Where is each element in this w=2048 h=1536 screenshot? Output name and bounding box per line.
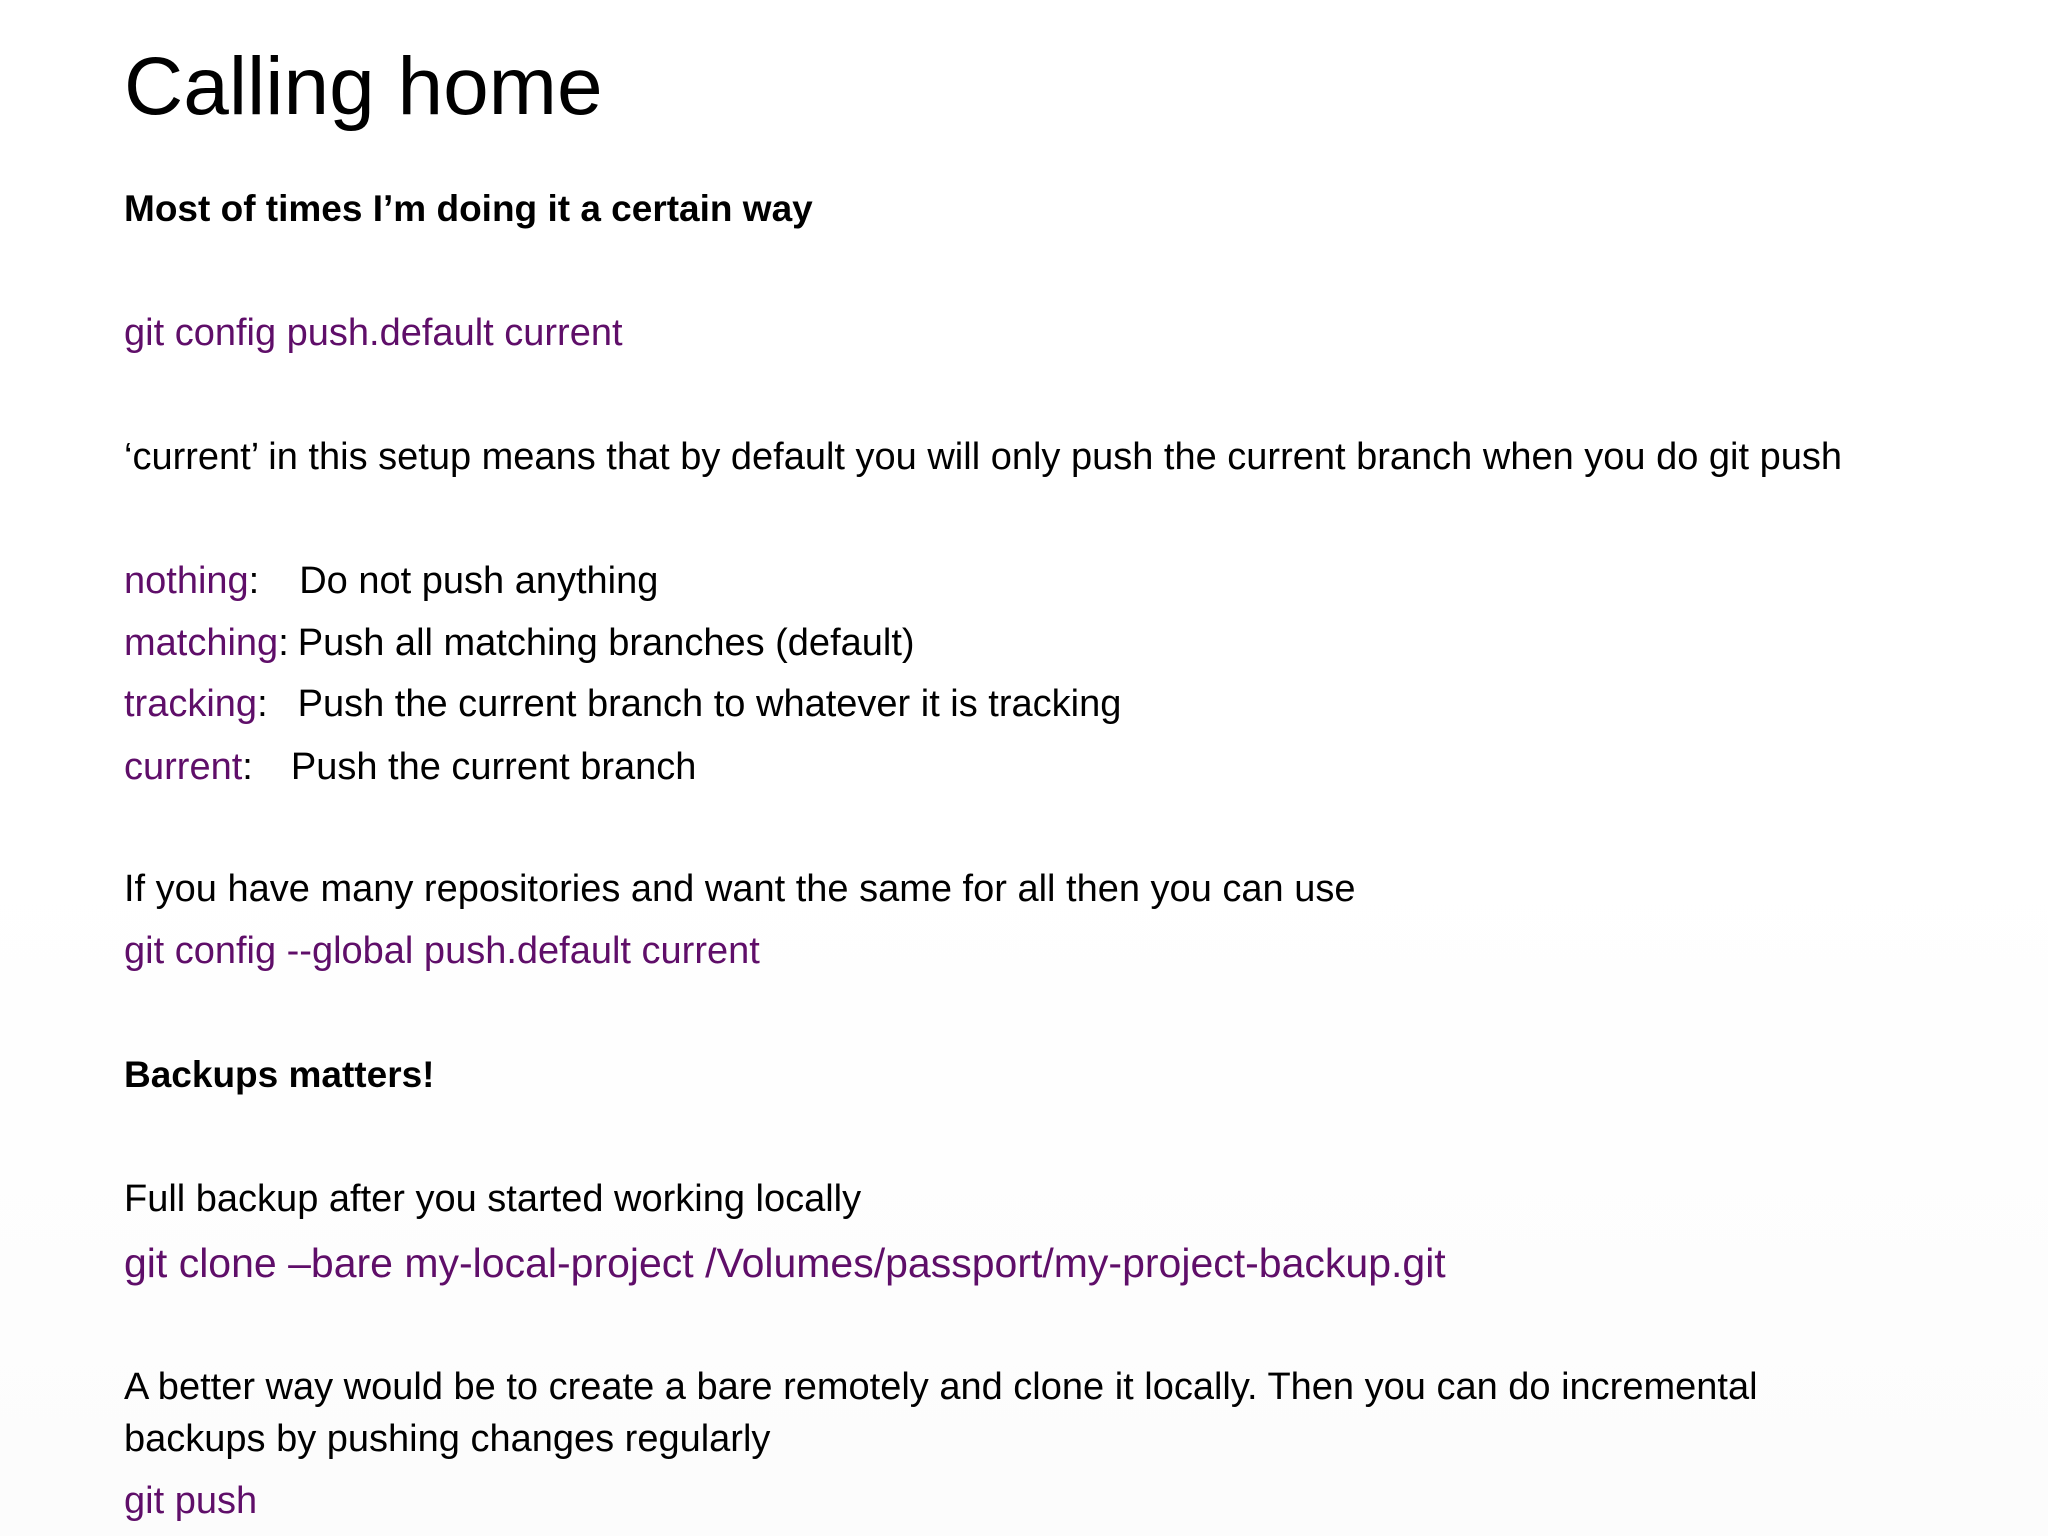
option-key: matching (124, 622, 279, 664)
option-key: tracking (124, 683, 258, 725)
option-description: Push the current branch (290, 746, 697, 788)
code-git-push: git push (124, 1480, 258, 1522)
many-repos-text: If you have many repositories and want the same for all then you can use (124, 868, 1356, 910)
option-row-nothing (124, 560, 658, 603)
code-push-default: git config push.default current (124, 312, 623, 354)
code-clone-bare: git clone –bare my-local-project /Volumes/passport/my-project-backup.git (124, 1240, 1446, 1286)
better-way-text-line2: backups by pushing changes regularly (124, 1418, 771, 1460)
option-description: Push the current branch to whatever it is tracking (297, 683, 1122, 725)
page-title: Calling home (124, 41, 603, 132)
option-description: Push all matching branches (default) (297, 622, 915, 664)
option-key: nothing (124, 560, 249, 602)
option-description: Do not push anything (299, 560, 659, 602)
option-separator: : (248, 560, 260, 602)
better-way-text-line1: A better way would be to create a bare remotely and clone it locally. Then you can do incremental (124, 1366, 1758, 1408)
full-backup-text: Full backup after you started working locally (124, 1178, 862, 1220)
current-explanation-text: ‘current’ in this setup means that by default you will only push the current branch when you do git push (124, 436, 1843, 478)
code-global-push-default: git config --global push.default current (124, 930, 760, 972)
option-row-current (124, 746, 696, 789)
option-row-matching (124, 622, 915, 665)
subtitle-heading: Most of times I’m doing it a certain way (124, 188, 813, 229)
option-separator: : (278, 622, 289, 664)
option-separator: : (242, 746, 253, 788)
option-row-tracking (124, 683, 1121, 726)
option-key: current (124, 746, 243, 788)
option-separator: : (257, 683, 268, 725)
backups-heading: Backups matters! (124, 1054, 435, 1095)
